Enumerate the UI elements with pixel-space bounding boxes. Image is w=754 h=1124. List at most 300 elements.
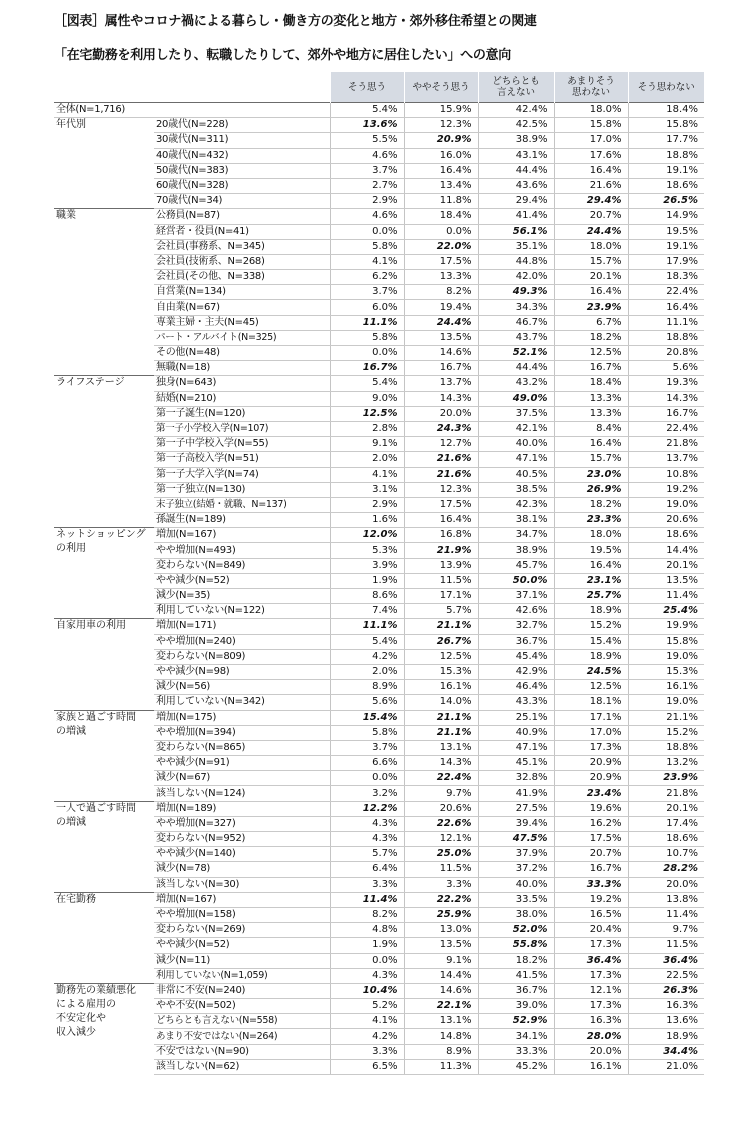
value-cell: 10.4% (330, 983, 404, 998)
value-cell: 21.9% (404, 543, 478, 558)
value-cell: 24.4% (404, 315, 478, 330)
value-cell: 14.4% (404, 968, 478, 983)
value-cell: 46.4% (478, 680, 554, 695)
value-cell: 44.8% (478, 254, 554, 269)
value-cell: 13.9% (404, 558, 478, 573)
row-label: 非常に不安(N=240) (154, 983, 330, 998)
value-cell: 16.7% (554, 862, 628, 877)
value-cell: 19.0% (628, 695, 704, 710)
value-cell: 19.6% (554, 801, 628, 816)
value-cell: 4.1% (330, 254, 404, 269)
value-cell: 12.1% (404, 832, 478, 847)
value-cell: 9.1% (330, 437, 404, 452)
row-label: 利用していない(N=342) (154, 695, 330, 710)
value-cell: 22.5% (628, 968, 704, 983)
value-cell: 17.9% (628, 254, 704, 269)
row-label: 増加(N=167) (154, 892, 330, 907)
value-cell: 19.5% (628, 224, 704, 239)
value-cell: 11.4% (330, 892, 404, 907)
value-cell: 20.0% (554, 1044, 628, 1059)
value-cell: 38.9% (478, 133, 554, 148)
total-row (54, 103, 704, 118)
value-cell: 3.2% (330, 786, 404, 801)
row-label: 該当しない(N=62) (154, 1059, 330, 1074)
value-cell: 4.6% (330, 209, 404, 224)
row-label: 増加(N=167) (154, 528, 330, 543)
value-cell: 14.3% (404, 391, 478, 406)
value-cell: 8.9% (404, 1044, 478, 1059)
value-cell: 36.7% (478, 983, 554, 998)
value-cell: 6.2% (330, 270, 404, 285)
value-cell: 9.7% (404, 786, 478, 801)
value-cell: 35.1% (478, 239, 554, 254)
value-cell: 12.1% (554, 983, 628, 998)
value-cell: 18.9% (628, 1029, 704, 1044)
value-cell: 17.1% (404, 589, 478, 604)
value-cell: 26.3% (628, 983, 704, 998)
value-cell: 17.7% (628, 133, 704, 148)
value-cell: 1.9% (330, 573, 404, 588)
value-cell: 13.0% (404, 923, 478, 938)
row-label: 変わらない(N=849) (154, 558, 330, 573)
value-cell: 22.0% (404, 239, 478, 254)
total-cell: 18.4% (628, 103, 704, 118)
value-cell: 19.0% (628, 649, 704, 664)
row-label: 利用していない(N=122) (154, 604, 330, 619)
value-cell: 5.7% (404, 604, 478, 619)
value-cell: 18.8% (628, 740, 704, 755)
value-cell: 40.5% (478, 467, 554, 482)
value-cell: 0.0% (330, 953, 404, 968)
value-cell: 22.4% (628, 421, 704, 436)
value-cell: 5.2% (330, 999, 404, 1014)
group-label: 一人で過ごす時間 の増減 (54, 801, 154, 892)
value-cell: 27.5% (478, 801, 554, 816)
value-cell: 34.4% (628, 1044, 704, 1059)
value-cell: 13.5% (404, 938, 478, 953)
value-cell: 8.4% (554, 421, 628, 436)
value-cell: 9.1% (404, 953, 478, 968)
value-cell: 18.1% (554, 695, 628, 710)
value-cell: 13.1% (404, 740, 478, 755)
value-cell: 18.4% (404, 209, 478, 224)
value-cell: 18.0% (554, 528, 628, 543)
table-row (54, 710, 704, 725)
value-cell: 12.7% (404, 437, 478, 452)
row-label: 第一子誕生(N=120) (154, 406, 330, 421)
value-cell: 11.8% (404, 194, 478, 209)
table-row (54, 801, 704, 816)
value-cell: 21.1% (404, 710, 478, 725)
value-cell: 18.3% (628, 270, 704, 285)
value-cell: 0.0% (330, 346, 404, 361)
value-cell: 39.0% (478, 999, 554, 1014)
value-cell: 43.7% (478, 330, 554, 345)
value-cell: 43.1% (478, 148, 554, 163)
value-cell: 18.2% (554, 497, 628, 512)
row-label: 20歳代(N=228) (154, 118, 330, 133)
value-cell: 19.4% (404, 300, 478, 315)
value-cell: 22.1% (404, 999, 478, 1014)
value-cell: 22.2% (404, 892, 478, 907)
value-cell: 50.0% (478, 573, 554, 588)
value-cell: 16.8% (404, 528, 478, 543)
value-cell: 18.8% (628, 330, 704, 345)
value-cell: 20.7% (554, 209, 628, 224)
row-label: 会社員(その他、N=338) (154, 270, 330, 285)
value-cell: 22.4% (404, 771, 478, 786)
value-cell: 38.5% (478, 482, 554, 497)
value-cell: 12.5% (404, 649, 478, 664)
row-label: パート・アルバイト(N=325) (154, 330, 330, 345)
value-cell: 5.6% (628, 361, 704, 376)
value-cell: 18.9% (554, 604, 628, 619)
value-cell: 14.3% (404, 756, 478, 771)
value-cell: 2.0% (330, 452, 404, 467)
value-cell: 21.6% (554, 178, 628, 193)
value-cell: 13.7% (628, 452, 704, 467)
value-cell: 18.0% (554, 239, 628, 254)
value-cell: 38.0% (478, 907, 554, 922)
row-label: 末子独立(結婚・就職、N=137) (154, 497, 330, 512)
row-label: あまり不安ではない(N=264) (154, 1029, 330, 1044)
survey-table (54, 72, 704, 1075)
value-cell: 1.9% (330, 938, 404, 953)
row-label: 変わらない(N=269) (154, 923, 330, 938)
value-cell: 4.1% (330, 467, 404, 482)
value-cell: 20.7% (554, 847, 628, 862)
value-cell: 13.6% (628, 1014, 704, 1029)
row-label: 第一子小学校入学(N=107) (154, 421, 330, 436)
value-cell: 52.0% (478, 923, 554, 938)
total-cell: 42.4% (478, 103, 554, 118)
value-cell: 19.5% (554, 543, 628, 558)
value-cell: 20.9% (554, 771, 628, 786)
row-label: 減少(N=67) (154, 771, 330, 786)
value-cell: 36.4% (554, 953, 628, 968)
value-cell: 18.2% (554, 330, 628, 345)
value-cell: 4.3% (330, 816, 404, 831)
value-cell: 42.0% (478, 270, 554, 285)
value-cell: 5.5% (330, 133, 404, 148)
value-cell: 25.1% (478, 710, 554, 725)
row-label: 減少(N=78) (154, 862, 330, 877)
row-label: 結婚(N=210) (154, 391, 330, 406)
value-cell: 5.6% (330, 695, 404, 710)
value-cell: 13.4% (404, 178, 478, 193)
value-cell: 45.2% (478, 1059, 554, 1074)
value-cell: 11.5% (404, 573, 478, 588)
value-cell: 25.9% (404, 907, 478, 922)
group-label: 職業 (54, 209, 154, 376)
value-cell: 40.9% (478, 725, 554, 740)
value-cell: 17.3% (554, 999, 628, 1014)
value-cell: 42.9% (478, 664, 554, 679)
row-label: 増加(N=175) (154, 710, 330, 725)
group-label: ネットショッピング の利用 (54, 528, 154, 619)
value-cell: 16.7% (554, 361, 628, 376)
value-cell: 16.4% (554, 285, 628, 300)
row-label: 不安ではない(N=90) (154, 1044, 330, 1059)
value-cell: 3.3% (330, 877, 404, 892)
figure-subtitle: 「在宅勤務を利用したり、転職したりして、郊外や地方に居住したい」への意向 (54, 48, 511, 63)
value-cell: 28.0% (554, 1029, 628, 1044)
value-cell: 19.1% (628, 239, 704, 254)
value-cell: 18.2% (478, 953, 554, 968)
group-label: 在宅勤務 (54, 892, 154, 983)
value-cell: 9.0% (330, 391, 404, 406)
value-cell: 18.6% (628, 178, 704, 193)
value-cell: 6.5% (330, 1059, 404, 1074)
row-label: やや減少(N=52) (154, 938, 330, 953)
value-cell: 18.9% (554, 649, 628, 664)
row-label: 専業主婦・主夫(N=45) (154, 315, 330, 330)
value-cell: 6.7% (554, 315, 628, 330)
value-cell: 16.4% (554, 437, 628, 452)
value-cell: 19.1% (628, 163, 704, 178)
value-cell: 4.2% (330, 1029, 404, 1044)
value-cell: 5.4% (330, 634, 404, 649)
figure-title: ［図表］属性やコロナ禍による暮らし・働き方の変化と地方・郊外移住希望との関連 (54, 14, 537, 29)
row-label: 公務員(N=87) (154, 209, 330, 224)
value-cell: 36.4% (628, 953, 704, 968)
group-label: 家族と過ごす時間 の増減 (54, 710, 154, 801)
value-cell: 17.5% (404, 497, 478, 512)
value-cell: 18.6% (628, 832, 704, 847)
value-cell: 16.4% (404, 163, 478, 178)
value-cell: 13.5% (404, 330, 478, 345)
value-cell: 49.0% (478, 391, 554, 406)
value-cell: 42.3% (478, 497, 554, 512)
value-cell: 4.1% (330, 1014, 404, 1029)
value-cell: 47.5% (478, 832, 554, 847)
value-cell: 6.0% (330, 300, 404, 315)
value-cell: 3.9% (330, 558, 404, 573)
value-cell: 26.7% (404, 634, 478, 649)
group-label: ライフステージ (54, 376, 154, 528)
value-cell: 24.5% (554, 664, 628, 679)
header-blank (154, 72, 330, 103)
row-label: 自営業(N=134) (154, 285, 330, 300)
value-cell: 16.3% (628, 999, 704, 1014)
table-row (54, 892, 704, 907)
value-cell: 45.1% (478, 756, 554, 771)
value-cell: 29.4% (554, 194, 628, 209)
value-cell: 3.7% (330, 740, 404, 755)
value-cell: 25.4% (628, 604, 704, 619)
value-cell: 15.3% (628, 664, 704, 679)
value-cell: 18.6% (628, 528, 704, 543)
value-cell: 11.4% (628, 907, 704, 922)
value-cell: 29.4% (478, 194, 554, 209)
value-cell: 17.0% (554, 133, 628, 148)
value-cell: 23.3% (554, 513, 628, 528)
value-cell: 21.6% (404, 452, 478, 467)
value-cell: 17.5% (554, 832, 628, 847)
value-cell: 23.9% (628, 771, 704, 786)
value-cell: 34.7% (478, 528, 554, 543)
row-label: 会社員(事務系、N=345) (154, 239, 330, 254)
value-cell: 15.7% (554, 254, 628, 269)
value-cell: 13.8% (628, 892, 704, 907)
value-cell: 45.4% (478, 649, 554, 664)
row-label: 孫誕生(N=189) (154, 513, 330, 528)
row-label: やや増加(N=394) (154, 725, 330, 740)
value-cell: 12.0% (330, 528, 404, 543)
row-label: 該当しない(N=124) (154, 786, 330, 801)
row-label: 減少(N=11) (154, 953, 330, 968)
value-cell: 21.0% (628, 1059, 704, 1074)
value-cell: 14.9% (628, 209, 704, 224)
column-header: あまりそう 思わない (554, 72, 628, 103)
value-cell: 16.3% (554, 1014, 628, 1029)
group-label: 年代別 (54, 118, 154, 209)
value-cell: 32.7% (478, 619, 554, 634)
table-body (54, 103, 704, 1075)
value-cell: 22.4% (628, 285, 704, 300)
value-cell: 26.5% (628, 194, 704, 209)
value-cell: 12.5% (554, 680, 628, 695)
row-label: 変わらない(N=865) (154, 740, 330, 755)
table-row (54, 118, 704, 133)
value-cell: 11.4% (628, 589, 704, 604)
table-row (54, 619, 704, 634)
value-cell: 37.9% (478, 847, 554, 862)
value-cell: 14.3% (628, 391, 704, 406)
value-cell: 21.1% (628, 710, 704, 725)
row-label: 経営者・役員(N=41) (154, 224, 330, 239)
value-cell: 13.7% (404, 376, 478, 391)
value-cell: 5.3% (330, 543, 404, 558)
value-cell: 16.1% (554, 1059, 628, 1074)
row-label: 減少(N=56) (154, 680, 330, 695)
value-cell: 17.4% (628, 816, 704, 831)
value-cell: 42.6% (478, 604, 554, 619)
value-cell: 21.8% (628, 786, 704, 801)
value-cell: 12.3% (404, 482, 478, 497)
row-label: 第一子中学校入学(N=55) (154, 437, 330, 452)
row-label: やや増加(N=493) (154, 543, 330, 558)
row-label: どちらとも言えない(N=558) (154, 1014, 330, 1029)
value-cell: 17.0% (554, 725, 628, 740)
row-label: その他(N=48) (154, 346, 330, 361)
value-cell: 23.4% (554, 786, 628, 801)
value-cell: 36.7% (478, 634, 554, 649)
value-cell: 12.5% (554, 346, 628, 361)
row-label: 独身(N=643) (154, 376, 330, 391)
value-cell: 4.2% (330, 649, 404, 664)
value-cell: 8.2% (404, 285, 478, 300)
row-label: 第一子独立(N=130) (154, 482, 330, 497)
row-label: やや減少(N=98) (154, 664, 330, 679)
value-cell: 17.6% (554, 148, 628, 163)
column-header: どちらとも 言えない (478, 72, 554, 103)
value-cell: 5.4% (330, 376, 404, 391)
value-cell: 18.4% (554, 376, 628, 391)
header-blank (54, 72, 154, 103)
value-cell: 16.4% (554, 558, 628, 573)
value-cell: 46.7% (478, 315, 554, 330)
table-row (54, 983, 704, 998)
value-cell: 4.3% (330, 968, 404, 983)
row-label: 変わらない(N=809) (154, 649, 330, 664)
value-cell: 16.4% (628, 300, 704, 315)
value-cell: 12.3% (404, 118, 478, 133)
value-cell: 11.1% (628, 315, 704, 330)
value-cell: 37.5% (478, 406, 554, 421)
value-cell: 11.1% (330, 619, 404, 634)
value-cell: 15.4% (554, 634, 628, 649)
value-cell: 2.8% (330, 421, 404, 436)
value-cell: 20.6% (628, 513, 704, 528)
value-cell: 11.1% (330, 315, 404, 330)
row-label: 会社員(技術系、N=268) (154, 254, 330, 269)
total-cell: 5.4% (330, 103, 404, 118)
row-label: やや不安(N=502) (154, 999, 330, 1014)
value-cell: 41.5% (478, 968, 554, 983)
value-cell: 14.4% (628, 543, 704, 558)
value-cell: 21.1% (404, 725, 478, 740)
value-cell: 19.2% (628, 482, 704, 497)
table-row (54, 376, 704, 391)
value-cell: 41.4% (478, 209, 554, 224)
value-cell: 20.9% (404, 133, 478, 148)
row-label: やや増加(N=158) (154, 907, 330, 922)
value-cell: 5.7% (330, 847, 404, 862)
value-cell: 49.3% (478, 285, 554, 300)
value-cell: 11.3% (404, 1059, 478, 1074)
value-cell: 8.9% (330, 680, 404, 695)
row-label: 50歳代(N=383) (154, 163, 330, 178)
value-cell: 6.6% (330, 756, 404, 771)
value-cell: 19.2% (554, 892, 628, 907)
table-row (54, 209, 704, 224)
row-label: 増加(N=189) (154, 801, 330, 816)
value-cell: 3.7% (330, 163, 404, 178)
value-cell: 2.7% (330, 178, 404, 193)
value-cell: 6.4% (330, 862, 404, 877)
value-cell: 20.6% (404, 801, 478, 816)
value-cell: 0.0% (330, 224, 404, 239)
value-cell: 44.4% (478, 361, 554, 376)
value-cell: 15.3% (404, 664, 478, 679)
total-label: 全体(N=1,716) (54, 103, 330, 118)
value-cell: 39.4% (478, 816, 554, 831)
row-label: 60歳代(N=328) (154, 178, 330, 193)
value-cell: 11.5% (628, 938, 704, 953)
value-cell: 25.0% (404, 847, 478, 862)
value-cell: 3.3% (404, 877, 478, 892)
value-cell: 14.8% (404, 1029, 478, 1044)
value-cell: 15.8% (628, 634, 704, 649)
value-cell: 20.1% (628, 801, 704, 816)
value-cell: 16.7% (404, 361, 478, 376)
value-cell: 14.6% (404, 346, 478, 361)
value-cell: 5.8% (330, 725, 404, 740)
value-cell: 22.6% (404, 816, 478, 831)
row-label: 利用していない(N=1,059) (154, 968, 330, 983)
value-cell: 20.1% (554, 270, 628, 285)
value-cell: 12.5% (330, 406, 404, 421)
value-cell: 2.9% (330, 497, 404, 512)
value-cell: 33.5% (478, 892, 554, 907)
row-label: 減少(N=35) (154, 589, 330, 604)
value-cell: 42.1% (478, 421, 554, 436)
value-cell: 24.3% (404, 421, 478, 436)
value-cell: 20.0% (404, 406, 478, 421)
value-cell: 37.1% (478, 589, 554, 604)
value-cell: 3.3% (330, 1044, 404, 1059)
